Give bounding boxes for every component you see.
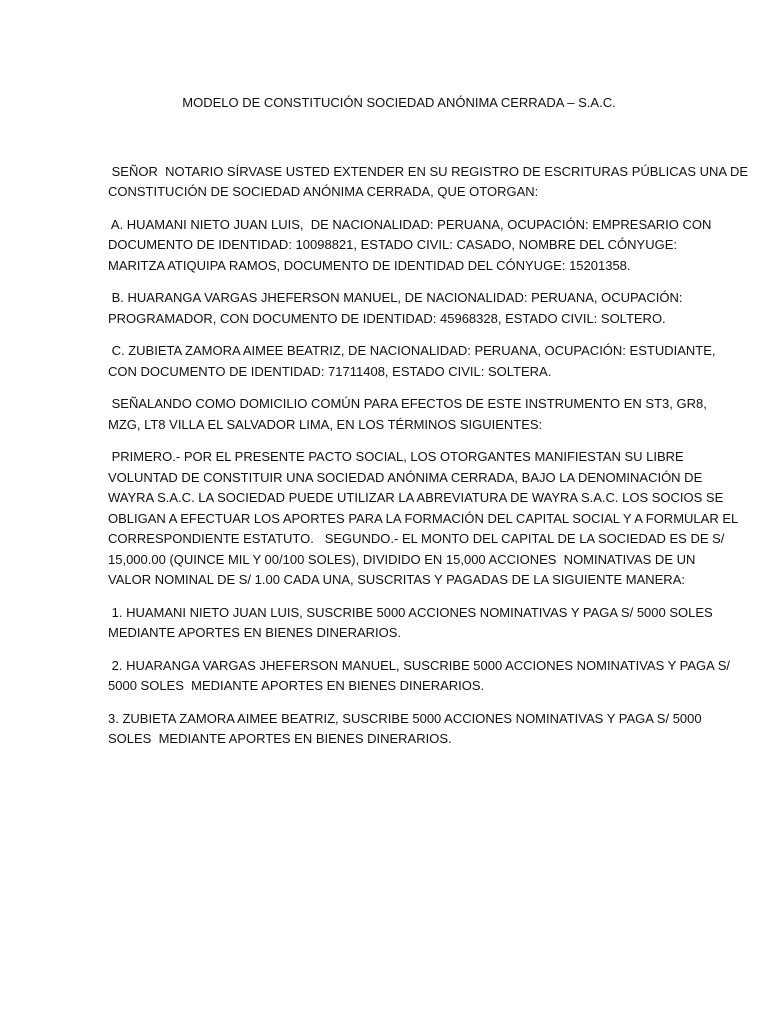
paragraph-line: VOLUNTAD DE CONSTITUIR UNA SOCIEDAD ANÓNIMA CERRADA, BAJO LA DENOMINACIÓN DE — [108, 469, 703, 485]
paragraph — [108, 162, 749, 203]
paragraph — [108, 394, 707, 435]
paragraph-line: WAYRA S.A.C. LA SOCIEDAD PUEDE UTILIZAR LA ABREVIATURA DE WAYRA S.A.C. LOS SOCIOS SE — [108, 490, 724, 505]
paragraph-line: SOLES MEDIANTE APORTES EN BIENES DINERARIOS. — [108, 731, 452, 746]
paragraph — [108, 656, 731, 697]
paragraph-line: SEÑOR NOTARIO SÍRVASE USTED EXTENDER EN SU REGISTRO DE ESCRITURAS PÚBLICAS UNA DE — [108, 163, 749, 179]
paragraph-line: A. HUAMANI NIETO JUAN LUIS, DE NACIONALIDAD: PERUANA, OCUPACIÓN: EMPRESARIO CON — [108, 216, 712, 232]
paragraph-line: 1. HUAMANI NIETO JUAN LUIS, SUSCRIBE 5000 ACCIONES NOMINATIVAS Y PAGA S/ 5000 SOLES — [108, 604, 713, 620]
paragraph-line: 3. ZUBIETA ZAMORA AIMEE BEATRIZ, SUSCRIBE 5000 ACCIONES NOMINATIVAS Y PAGA S/ 5000 — [108, 710, 702, 726]
paragraph-line: MARITZA ATIQUIPA RAMOS, DOCUMENTO DE IDENTIDAD DEL CÓNYUGE: 15201358. — [108, 257, 631, 273]
paragraph-line: 15,000.00 (QUINCE MIL Y 00/100 SOLES), DIVIDIDO EN 15,000 ACCIONES NOMINATIVAS DE UN — [108, 551, 696, 567]
paragraph-line: MEDIANTE APORTES EN BIENES DINERARIOS. — [108, 625, 402, 640]
paragraph-line: DOCUMENTO DE IDENTIDAD: 10098821, ESTADO CIVIL: CASADO, NOMBRE DEL CÓNYUGE: — [108, 237, 678, 252]
paragraph — [108, 341, 716, 382]
paragraph-line: MZG, LT8 VILLA EL SALVADOR LIMA, EN LOS TÉRMINOS SIGUIENTES: — [108, 416, 543, 432]
paragraph-line: OBLIGAN A EFECTUAR LOS APORTES PARA LA FORMACIÓN DEL CAPITAL SOCIAL Y A FORMULAR EL — [108, 510, 739, 526]
paragraph-line: PROGRAMADOR, CON DOCUMENTO DE IDENTIDAD: 45968328, ESTADO CIVIL: SOLTERO. — [108, 310, 666, 326]
paragraph — [108, 288, 683, 329]
paragraph-line: PRIMERO.- POR EL PRESENTE PACTO SOCIAL, LOS OTORGANTES MANIFIESTAN SU LIBRE — [108, 449, 684, 464]
paragraph — [108, 709, 702, 750]
paragraph-line: 5000 SOLES MEDIANTE APORTES EN BIENES DINERARIOS. — [108, 678, 485, 693]
paragraph-line: C. ZUBIETA ZAMORA AIMEE BEATRIZ, DE NACIONALIDAD: PERUANA, OCUPACIÓN: ESTUDIANTE, — [108, 343, 716, 358]
document-body — [108, 162, 749, 750]
paragraph — [108, 603, 713, 644]
paragraph — [108, 447, 739, 591]
paragraph-line: B. HUARANGA VARGAS JHEFERSON MANUEL, DE NACIONALIDAD: PERUANA, OCUPACIÓN: — [108, 290, 683, 305]
paragraph — [108, 215, 712, 277]
document-title: MODELO DE CONSTITUCIÓN SOCIEDAD ANÓNIMA CERRADA – S.A.C. — [182, 95, 616, 110]
paragraph-line: CON DOCUMENTO DE IDENTIDAD: 71711408, ESTADO CIVIL: SOLTERA. — [108, 363, 552, 379]
paragraph-line: CONSTITUCIÓN DE SOCIEDAD ANÓNIMA CERRADA, QUE OTORGAN: — [108, 184, 539, 199]
paragraph-line: CORRESPONDIENTE ESTATUTO. SEGUNDO.- EL MONTO DEL CAPITAL DE LA SOCIEDAD ES DE S/ — [108, 531, 725, 546]
paragraph-line: VALOR NOMINAL DE S/ 1.00 CADA UNA, SUSCRITAS Y PAGADAS DE LA SIGUIENTE MANERA: — [108, 572, 685, 587]
paragraph-line: 2. HUARANGA VARGAS JHEFERSON MANUEL, SUSCRIBE 5000 ACCIONES NOMINATIVAS Y PAGA S/ — [108, 657, 731, 673]
paragraph-line: SEÑALANDO COMO DOMICILIO COMÚN PARA EFECTOS DE ESTE INSTRUMENTO EN ST3, GR8, — [108, 396, 707, 411]
